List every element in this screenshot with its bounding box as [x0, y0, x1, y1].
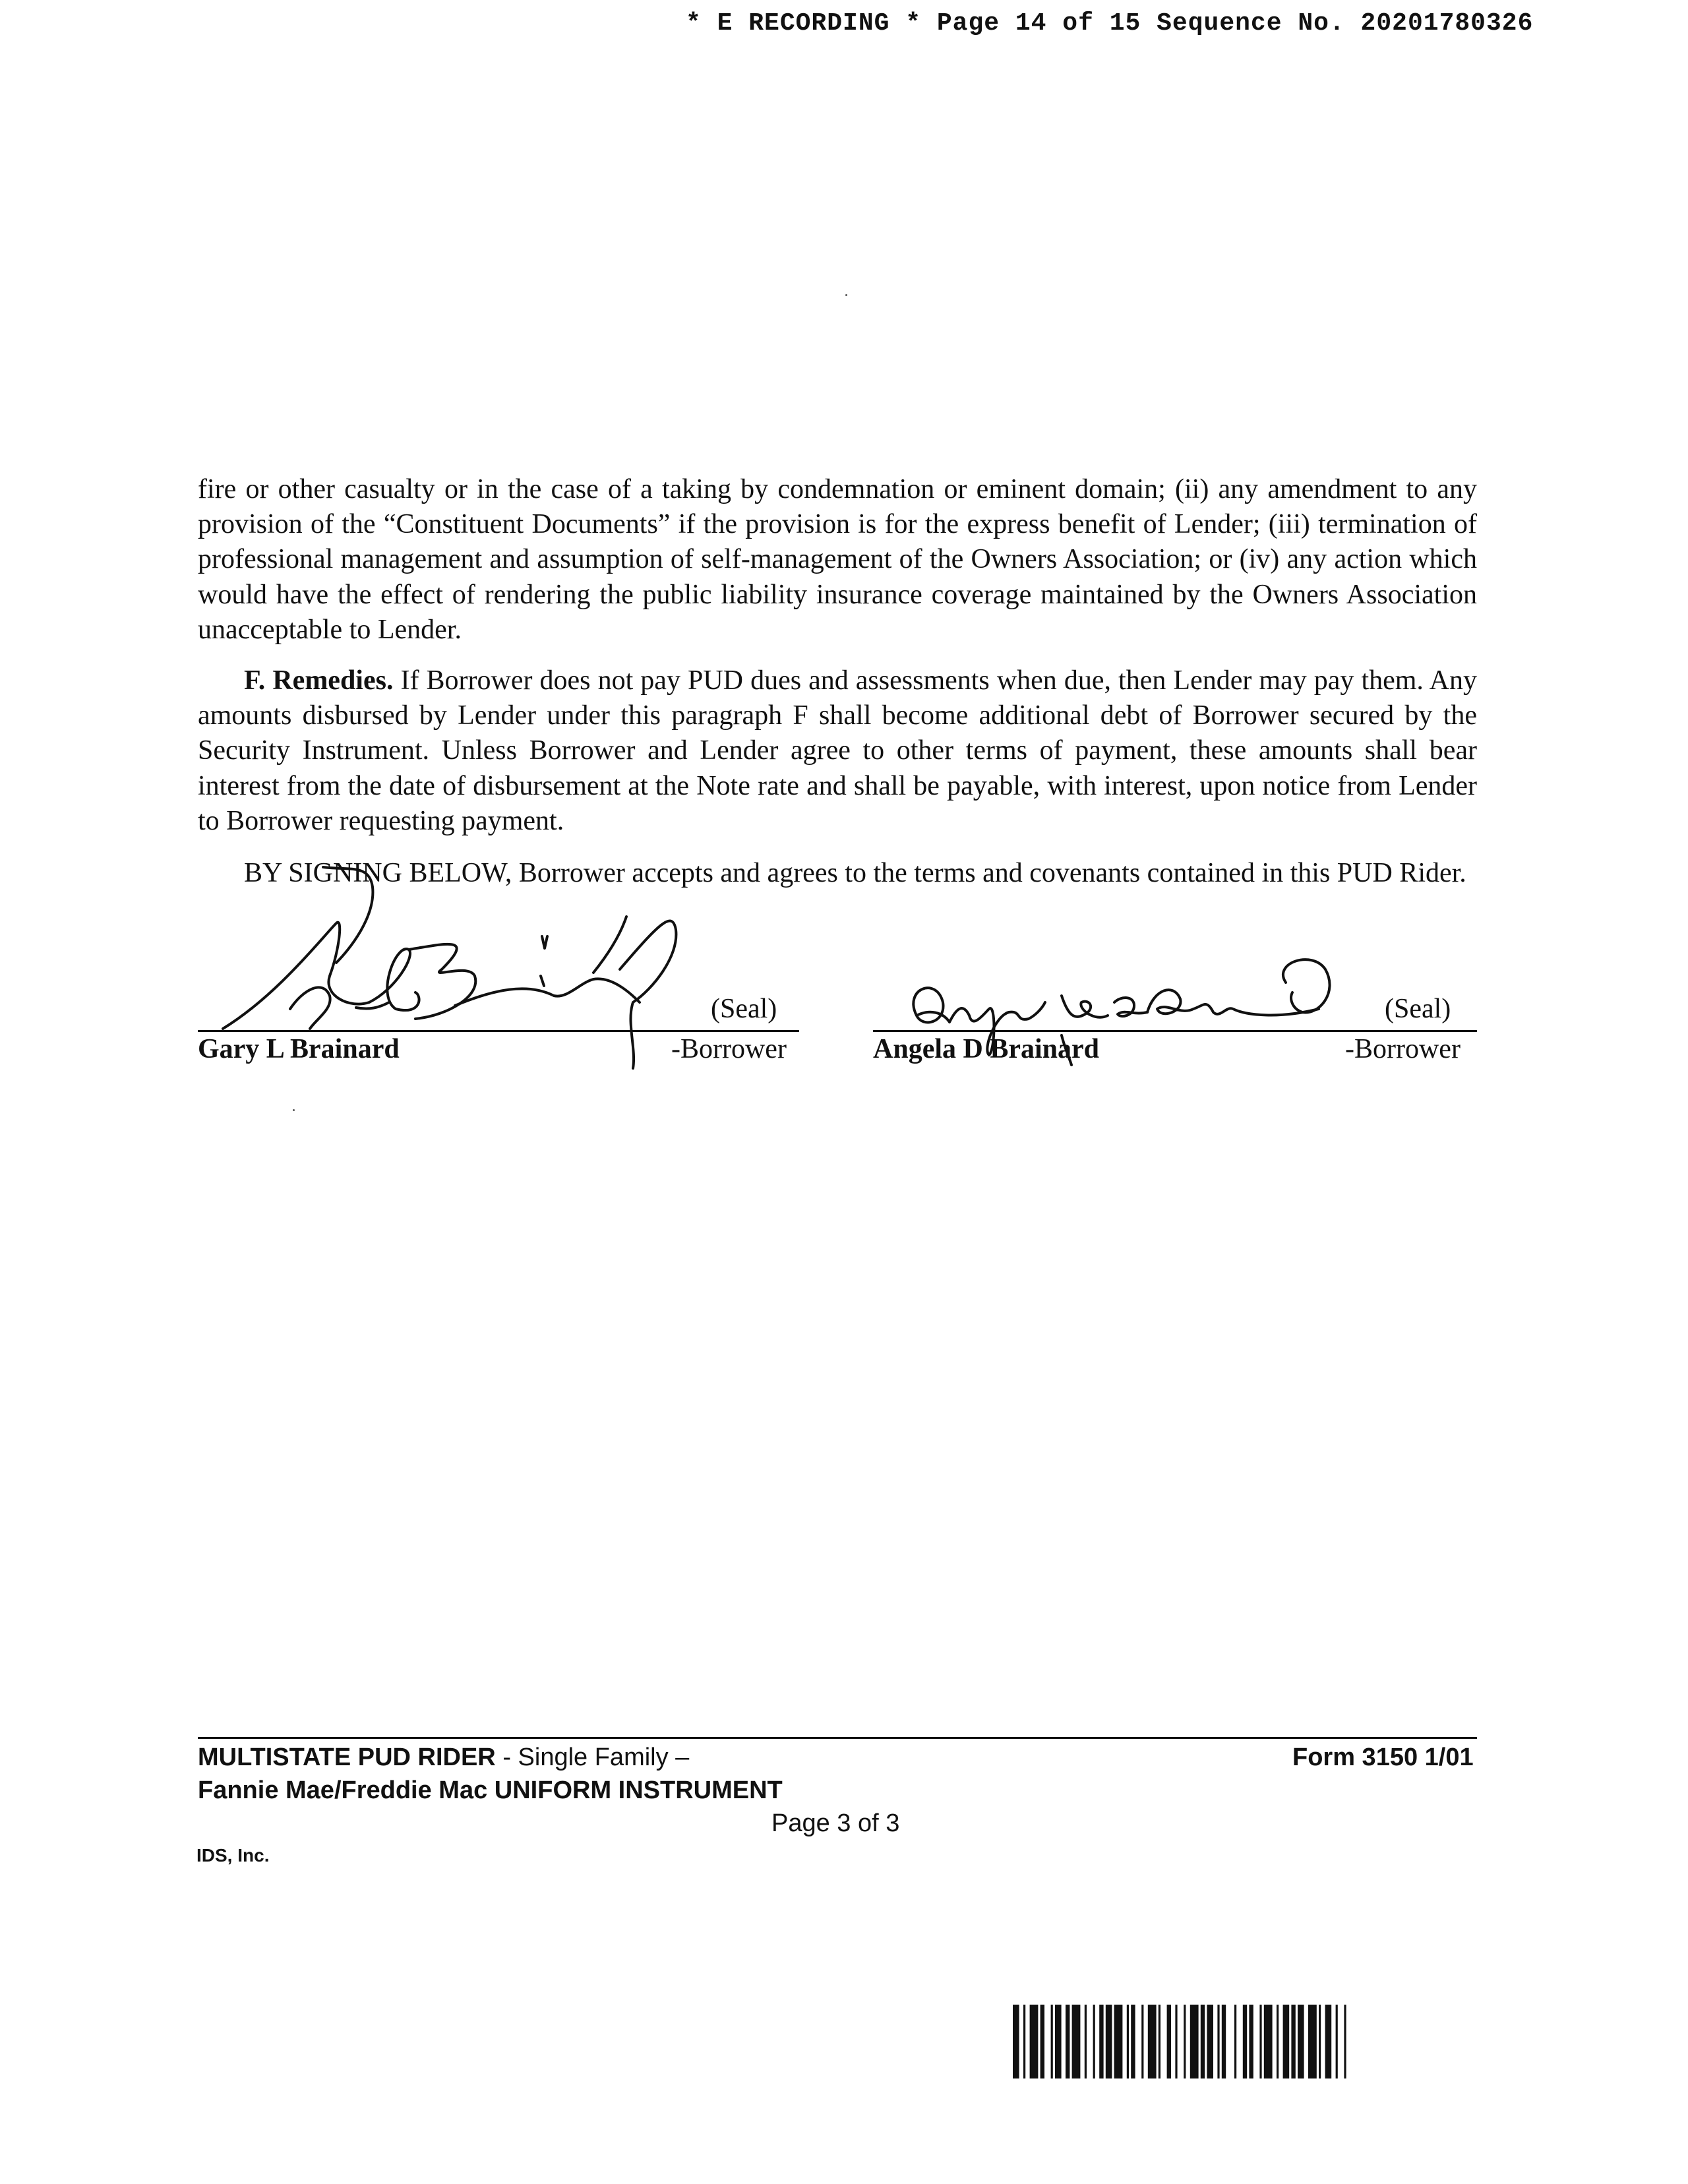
barcode-bar — [1175, 2005, 1177, 2078]
barcode-bar — [1344, 2005, 1346, 2078]
footer-rule — [198, 1737, 1477, 1739]
barcode-bar — [1243, 2005, 1247, 2078]
barcode-bar — [1283, 2005, 1290, 2078]
signing-statement: BY SIGNING BELOW, Borrower accepts and agrees to the terms and covenants contained in this PUD Rider. — [244, 858, 1466, 888]
form-title-rest: - Single Family – — [495, 1744, 690, 1771]
barcode-bar — [1093, 2005, 1095, 2078]
barcode-bar — [1234, 2005, 1236, 2078]
form-title — [198, 1744, 689, 1772]
barcode-bar — [1308, 2005, 1317, 2078]
remedies-heading: F. Remedies. — [244, 665, 394, 696]
barcode-bar — [1319, 2005, 1321, 2078]
signature-line-angela — [873, 1030, 1477, 1032]
borrower-name-gary: Gary L Brainard — [198, 1034, 400, 1064]
barcode-bar — [1131, 2005, 1135, 2078]
barcode-bar — [1072, 2005, 1081, 2078]
barcode-bar — [1167, 2005, 1171, 2078]
scan-speck — [845, 294, 847, 296]
seal-label: (Seal) — [1385, 994, 1451, 1024]
remedies-text: If Borrower does not pay PUD dues and assessments when due, then Lender may pay them. Any amounts disbursed by Lender under this paragraph F shall become additional debt of Borrower secured by the Security Instrument. Unless Borrower and Lender agree to other terms of payment, these amounts shall bear interest from the date of disbursement at the Note rate and shall be payable, with interest, upon notice from Lender to Borrower requesting payment. — [198, 665, 1477, 836]
borrower-role-label: -Borrower — [671, 1034, 787, 1064]
barcode-bar — [1222, 2005, 1226, 2078]
barcode-bar — [1114, 2005, 1123, 2078]
form-number: Form 3150 1/01 — [1292, 1744, 1474, 1771]
barcode-bar — [1217, 2005, 1219, 2078]
barcode-bar — [1277, 2005, 1279, 2078]
barcode-bar — [1259, 2005, 1261, 2078]
seal-label: (Seal) — [711, 994, 777, 1024]
barcode-bar — [1190, 2005, 1199, 2078]
barcode-bar — [1148, 2005, 1157, 2078]
barcode-bar — [1201, 2005, 1205, 2078]
recording-header: * E RECORDING * Page 14 of 15 Sequence No. 20201780326 — [686, 9, 1534, 38]
barcode-bar — [1127, 2005, 1129, 2078]
barcode-bar — [1207, 2005, 1213, 2078]
barcode-bar — [1030, 2005, 1039, 2078]
barcode-bar — [1106, 2005, 1112, 2078]
barcode-bar — [1085, 2005, 1087, 2078]
barcode-bar — [1336, 2005, 1338, 2078]
barcode-bar — [1023, 2005, 1025, 2078]
barcode-bar — [1298, 2005, 1304, 2078]
barcode-bar — [1264, 2005, 1273, 2078]
page-number: Page 3 of 3 — [771, 1809, 900, 1837]
borrower-name-angela: Angela D Brainard — [873, 1034, 1100, 1064]
uniform-instrument-label: Fannie Mae/Freddie Mac UNIFORM INSTRUMENT — [198, 1776, 783, 1804]
document-barcode — [1013, 2005, 1466, 2078]
barcode-bar — [1099, 2005, 1103, 2078]
barcode-bar — [1055, 2005, 1062, 2078]
remedies-paragraph — [198, 663, 1477, 839]
scan-speck — [293, 1109, 295, 1111]
form-title-bold: MULTISTATE PUD RIDER — [198, 1744, 496, 1771]
barcode-bar — [1051, 2005, 1053, 2078]
barcode-bar — [1013, 2005, 1019, 2078]
continuation-paragraph: fire or other casualty or in the case of a taking by condemnation or eminent domain; (ii) any amendment to any provision of the “Constituent Documents” if the provision is for the express benefit of Lender; (iii) termination of professional management and assumption of self-management of the Owners Association; or (iv) any action which would have the effect of rendering the public liability insurance coverage maintained by the Owners Association unacceptable to Lender. — [198, 474, 1477, 645]
barcode-bar — [1159, 2005, 1160, 2078]
barcode-bar — [1184, 2005, 1186, 2078]
barcode-bar — [1040, 2005, 1044, 2078]
barcode-bar — [1325, 2005, 1332, 2078]
barcode-bar — [1066, 2005, 1070, 2078]
barcode-bar — [1291, 2005, 1295, 2078]
vendor-label: IDS, Inc. — [196, 1845, 270, 1866]
barcode-bar — [1141, 2005, 1143, 2078]
borrower-role-label: -Borrower — [1345, 1034, 1461, 1064]
signature-line-gary — [198, 1030, 799, 1032]
barcode-bar — [1249, 2005, 1253, 2078]
